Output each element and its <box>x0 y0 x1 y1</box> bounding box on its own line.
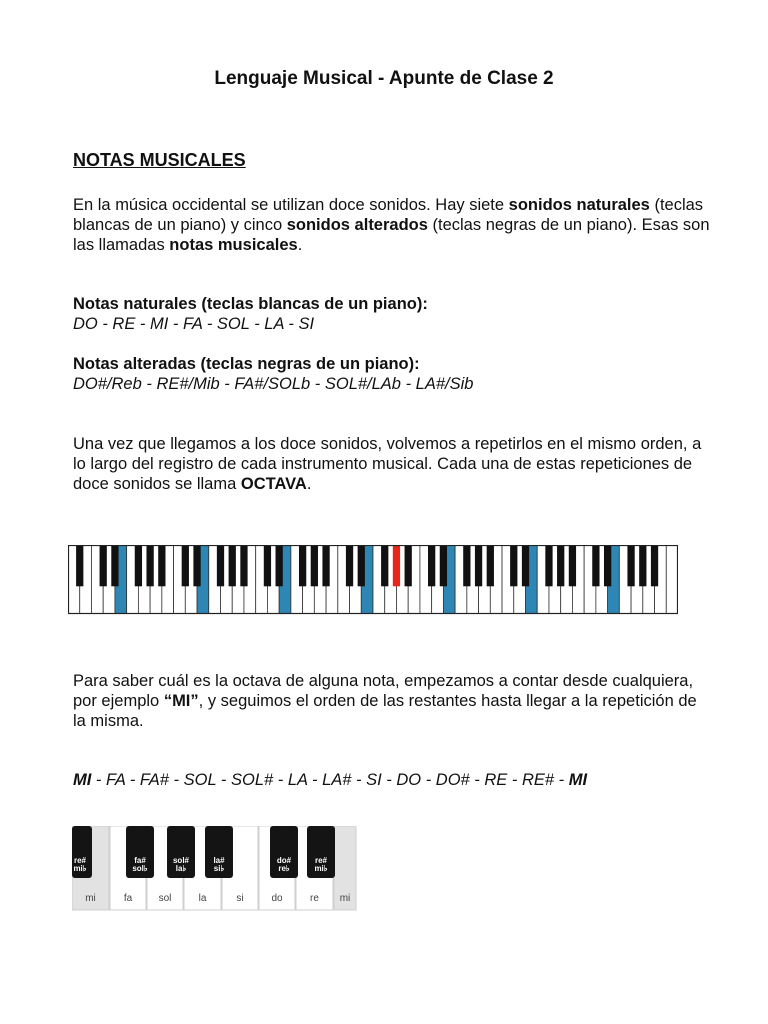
white-key-label: la <box>198 893 207 904</box>
black-key-label: re# <box>314 856 328 865</box>
intro-text-2: (teclas blancas de un piano) y cinco <box>73 196 704 234</box>
black-key-label: mi♭ <box>314 864 328 873</box>
full-piano-keyboard <box>68 545 678 615</box>
altered-notes-list: DO#/Reb - RE#/Mib - FA#/SOLb - SOL#/LAb - LA#/Sib <box>73 375 474 393</box>
octave-bold: OCTAVA <box>240 475 307 493</box>
black-key-label: sol# <box>172 856 190 865</box>
black-key <box>76 546 83 587</box>
black-key <box>651 546 658 587</box>
natural-notes-heading: Notas naturales (teclas blancas de un piano): <box>73 295 428 313</box>
black-key <box>463 546 470 587</box>
black-key-label: la♭ <box>175 864 187 873</box>
black-key <box>557 546 564 587</box>
black-key <box>217 546 224 587</box>
white-key-label: mi <box>339 893 351 904</box>
white-key-label: fa <box>123 893 133 904</box>
white-key-label: do <box>271 893 283 904</box>
altered-notes-heading: Notas alteradas (teclas negras de un piano): <box>73 355 420 373</box>
black-key <box>100 546 107 587</box>
sequence-end: MI <box>568 771 588 789</box>
black-key <box>428 546 435 587</box>
black-key <box>639 546 646 587</box>
black-key <box>487 546 494 587</box>
octave-paragraph <box>73 434 713 494</box>
intro-bold-3: notas musicales <box>169 236 298 254</box>
black-key <box>569 546 576 587</box>
sequence-middle: - FA - FA# - SOL - SOL# - LA - LA# - SI - DO - DO# - RE - RE# - <box>91 771 569 789</box>
black-key <box>627 546 634 587</box>
black-key <box>381 546 388 587</box>
section-heading: NOTAS MUSICALES <box>73 150 246 170</box>
black-key <box>111 546 118 587</box>
intro-bold-1: sonidos naturales <box>508 196 650 214</box>
black-key <box>522 546 529 587</box>
black-key <box>311 546 318 587</box>
intro-text-4: . <box>297 236 303 254</box>
black-key <box>405 546 412 587</box>
octave-piano-diagram <box>72 826 357 912</box>
black-key-label: si♭ <box>213 864 225 873</box>
black-key <box>393 546 400 587</box>
sequence-start: MI <box>73 771 92 789</box>
note-sequence <box>73 771 587 790</box>
intro-text-3: (teclas negras de un piano). Esas son las llamadas <box>73 216 710 254</box>
black-key <box>229 546 236 587</box>
black-key <box>346 546 353 587</box>
black-key-label: re♭ <box>278 864 290 873</box>
black-key-label: la# <box>213 856 225 865</box>
black-key <box>158 546 165 587</box>
intro-text-1: En la música occidental se utilizan doce sonidos. Hay siete <box>73 196 509 214</box>
black-key-label: sol♭ <box>132 864 148 873</box>
black-key <box>299 546 306 587</box>
intro-paragraph <box>73 195 713 255</box>
black-key <box>182 546 189 587</box>
black-key <box>440 546 447 587</box>
black-key <box>146 546 153 587</box>
octave-text-1: Una vez que llegamos a los doce sonidos, volvemos a repetirlos en el mismo orden, a lo largo del registro de cada instrumento musical. Cada una de estas repeticiones de doce sonidos se llama <box>73 435 702 493</box>
black-key <box>276 546 283 587</box>
octave-text-2: . <box>306 475 312 493</box>
natural-notes-list: DO - RE - MI - FA - SOL - LA - SI <box>73 315 315 333</box>
black-key <box>510 546 517 587</box>
black-key <box>240 546 247 587</box>
black-key <box>545 546 552 587</box>
black-key-label: mi♭ <box>73 864 87 873</box>
counting-text-1: Para saber cuál es la octava de alguna nota, empezamos a contar desde cualquiera, por ejemplo <box>73 672 694 710</box>
black-key-label: fa# <box>134 856 146 865</box>
black-key <box>358 546 365 587</box>
counting-text-2: , y seguimos el orden de las restantes hasta llegar a la repetición de la misma. <box>73 692 697 730</box>
black-key <box>135 546 142 587</box>
black-key <box>322 546 329 587</box>
black-key-label: re# <box>73 856 87 865</box>
black-key-label: do# <box>276 856 292 865</box>
white-key-label: sol <box>158 893 172 904</box>
white-key <box>666 546 678 614</box>
intro-bold-2: sonidos alterados <box>286 216 428 234</box>
page-title: Lenguaje Musical - Apunte de Clase 2 <box>214 68 554 89</box>
white-key-label: mi <box>85 893 96 904</box>
black-key <box>604 546 611 587</box>
black-key <box>475 546 482 587</box>
black-key <box>264 546 271 587</box>
white-key-label: re <box>310 893 319 904</box>
white-key-label: si <box>236 893 244 904</box>
counting-bold: “MI” <box>163 692 199 710</box>
black-key <box>592 546 599 587</box>
counting-paragraph <box>73 671 713 731</box>
black-key <box>193 546 200 587</box>
